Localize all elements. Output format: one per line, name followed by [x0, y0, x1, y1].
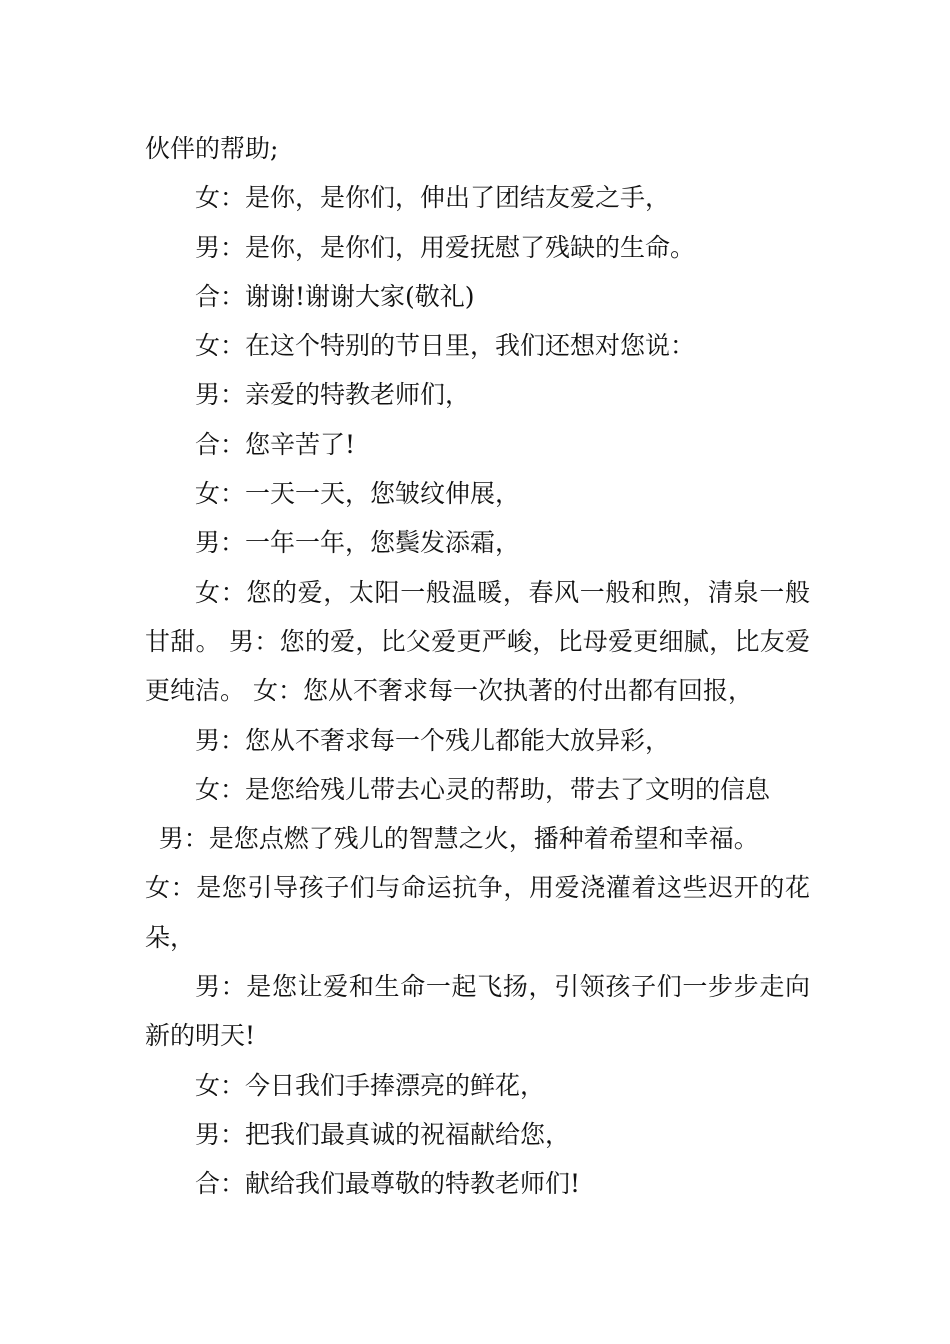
paragraph: 女：您的爱，太阳一般温暖，春风一般和煦，清泉一般甘甜。 男：您的爱，比父爱更严峻，比母爱更细腻，比友爱更纯洁。 女：您从不奢求每一次执著的付出都有回报， — [145, 577, 810, 706]
paragraph: 男：一年一年，您鬓发添霜， — [195, 528, 521, 558]
paragraph: 男：您从不奢求每一个残儿都能大放异彩， — [195, 725, 671, 755]
paragraph: 男：亲爱的特教老师们， — [195, 380, 471, 410]
paragraph: 女：是你，是你们，伸出了团结友爱之手， — [195, 183, 671, 213]
paragraph: 女：一天一天，您皱纹伸展， — [195, 479, 521, 509]
paragraph: 女：是您引导孩子们与命运抗争，用爱浇灌着这些迟开的花朵， — [145, 873, 810, 952]
paragraph: 男：是你，是你们，用爱抚慰了残缺的生命。 — [195, 232, 696, 262]
document-body — [145, 124, 810, 1209]
paragraph: 合：谢谢!谢谢大家(敬礼) — [195, 281, 475, 311]
paragraph: 男：是您点燃了残儿的智慧之火，播种着希望和幸福。 — [158, 824, 759, 854]
paragraph: 男：把我们最真诚的祝福献给您， — [195, 1119, 571, 1149]
paragraph: 男：是您让爱和生命一起飞扬，引领孩子们一步步走向新的明天! — [145, 972, 810, 1051]
paragraph: 女：在这个特别的节日里，我们还想对您说： — [195, 331, 696, 361]
paragraph: 女：今日我们手捧漂亮的鲜花， — [195, 1070, 546, 1100]
paragraph: 伙伴的帮助; — [145, 134, 279, 163]
paragraph: 女：是您给残儿带去心灵的帮助，带去了文明的信息 — [195, 774, 771, 804]
paragraph: 合：献给我们最尊敬的特教老师们! — [195, 1169, 581, 1199]
paragraph: 合：您辛苦了! — [195, 429, 356, 459]
